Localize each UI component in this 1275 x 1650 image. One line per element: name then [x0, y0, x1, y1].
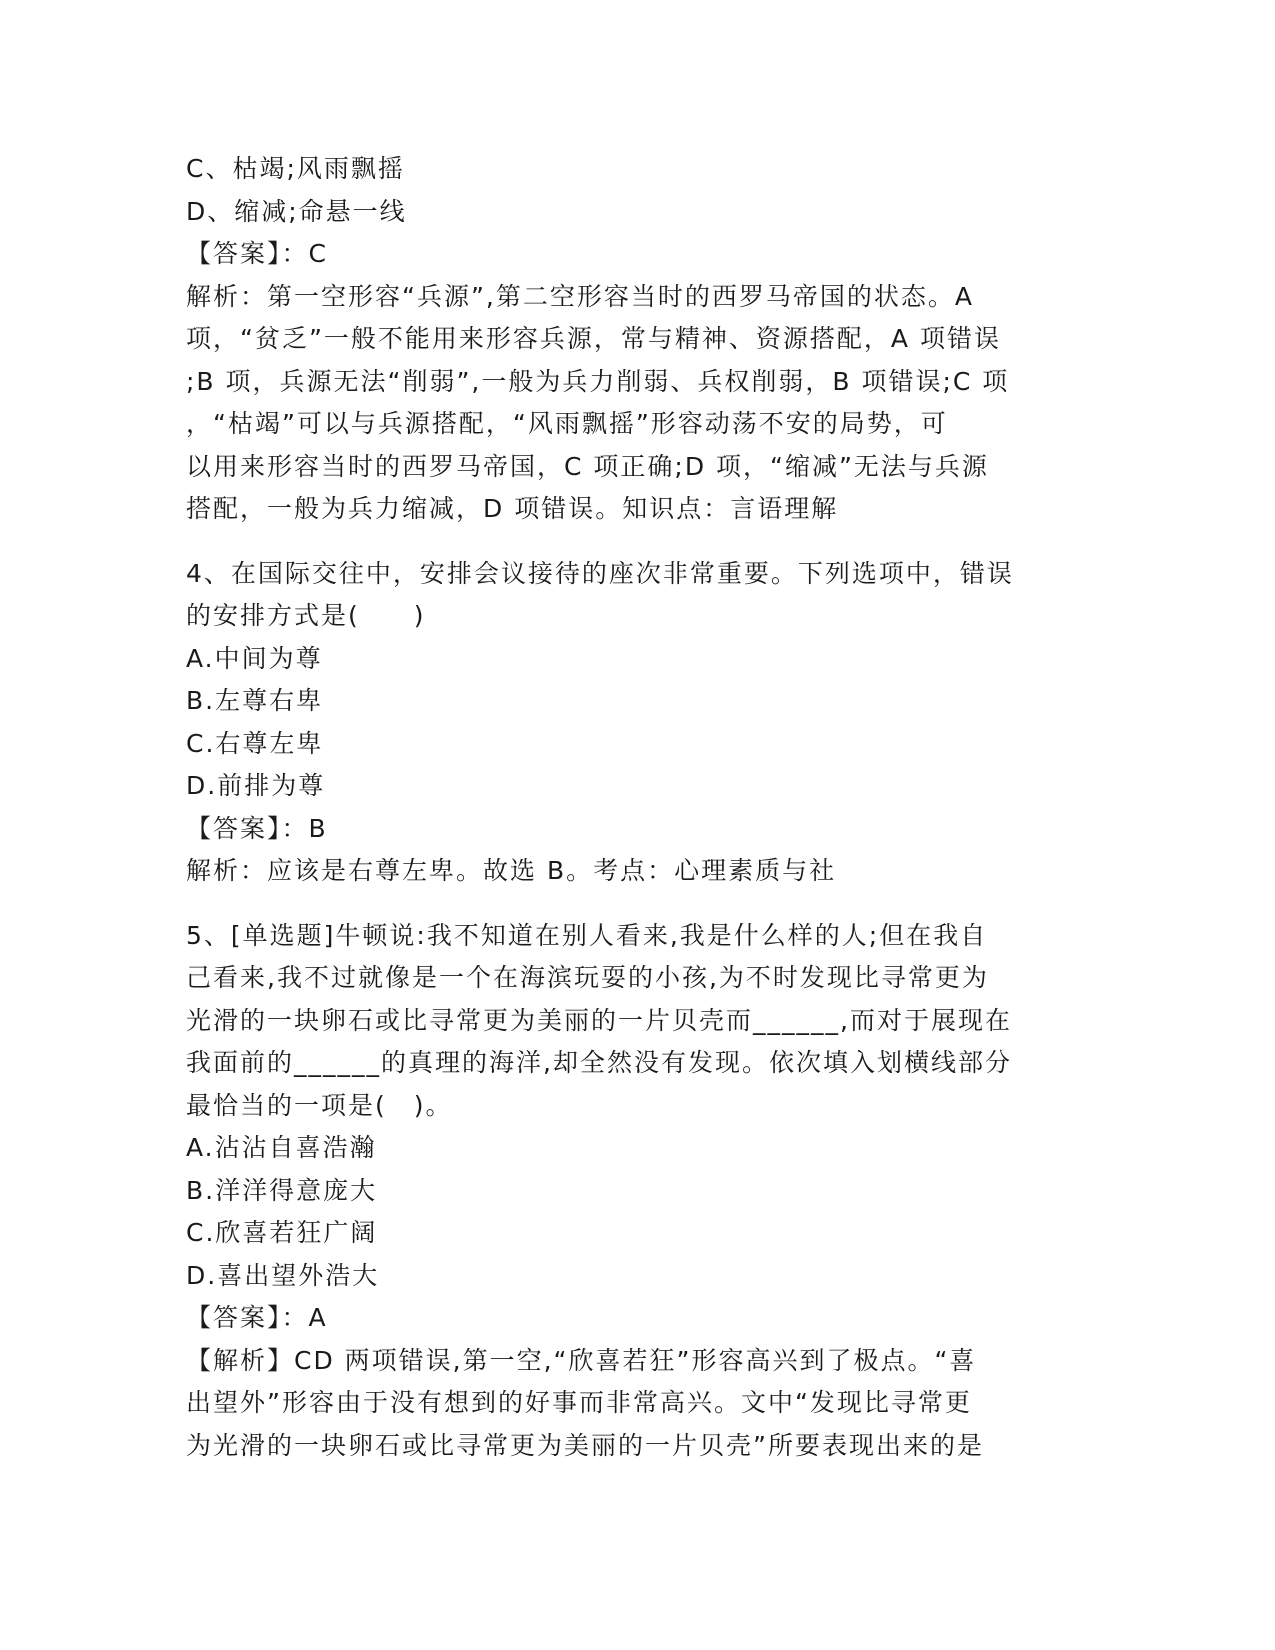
analysis-line: 解析：第一空形容“兵源”,第二空形容当时的西罗马帝国的状态。A: [186, 281, 974, 311]
option-c: C、枯竭;风雨飘摇: [186, 154, 405, 183]
question-stem: 的安排方式是( ): [186, 601, 426, 630]
spacer: [186, 893, 1086, 915]
option-a: A.中间为尊: [186, 643, 323, 673]
question-stem: 5、[单选题]牛顿说:我不知道在别人看来,我是什么样的人;但在我自: [186, 920, 988, 950]
question-stem: 我面前的______的真理的海洋,却全然没有发现。依次填入划横线部分: [186, 1048, 1012, 1077]
spacer: [186, 531, 1086, 553]
analysis-line: 搭配，一般为兵力缩减，D 项错误。知识点：言语理解: [186, 494, 839, 523]
analysis-line: 项，“贫乏”一般不能用来形容兵源，常与精神、资源搭配，A 项错误: [186, 324, 1001, 353]
analysis-line: 解析：应该是右尊左卑。故选 B。考点：心理素质与社: [186, 856, 837, 885]
analysis-line: 以用来形容当时的西罗马帝国，C 项正确;D 项，“缩减”无法与兵源: [186, 451, 989, 481]
option-b: B.左尊右卑: [186, 686, 324, 715]
option-a: A.沾沾自喜浩瀚: [186, 1133, 377, 1162]
analysis-line: 【解析】CD 两项错误,第一空,“欣喜若狂”形容高兴到了极点。“喜: [186, 1345, 977, 1375]
option-c: C.欣喜若狂广阔: [186, 1218, 378, 1247]
question-stem: 4、在国际交往中，安排会议接待的座次非常重要。下列选项中，错误: [186, 558, 1014, 588]
option-b: B.洋洋得意庞大: [186, 1175, 378, 1205]
answer-line: 【答案】：B: [186, 813, 328, 843]
question-stem: 光滑的一块卵石或比寻常更为美丽的一片贝壳而______,而对于展现在: [186, 1005, 1012, 1035]
option-d: D.喜出望外浩大: [186, 1260, 380, 1290]
analysis-line: 出望外”形容由于没有想到的好事而非常高兴。文中“发现比寻常更: [186, 1388, 972, 1417]
answer-line: 【答案】：A: [186, 1303, 328, 1332]
analysis-line: 为光滑的一块卵石或比寻常更为美丽的一片贝壳”所要表现出来的是: [186, 1430, 984, 1460]
analysis-line: ;B 项，兵源无法“削弱”,一般为兵力削弱、兵权削弱，B 项错误;C 项: [186, 366, 1010, 396]
document-content: [186, 148, 1086, 1467]
option-d: D.前排为尊: [186, 771, 326, 800]
question-stem: 最恰当的一项是( )。: [186, 1090, 453, 1120]
option-d: D、缩减;命悬一线: [186, 196, 407, 226]
analysis-line: ，“枯竭”可以与兵源搭配，“风雨飘摇”形容动荡不安的局势，可: [186, 409, 948, 438]
answer-line: 【答案】：C: [186, 239, 328, 268]
option-c: C.右尊左卑: [186, 728, 324, 758]
question-stem: 己看来,我不过就像是一个在海滨玩耍的小孩,为不时发现比寻常更为: [186, 963, 989, 992]
